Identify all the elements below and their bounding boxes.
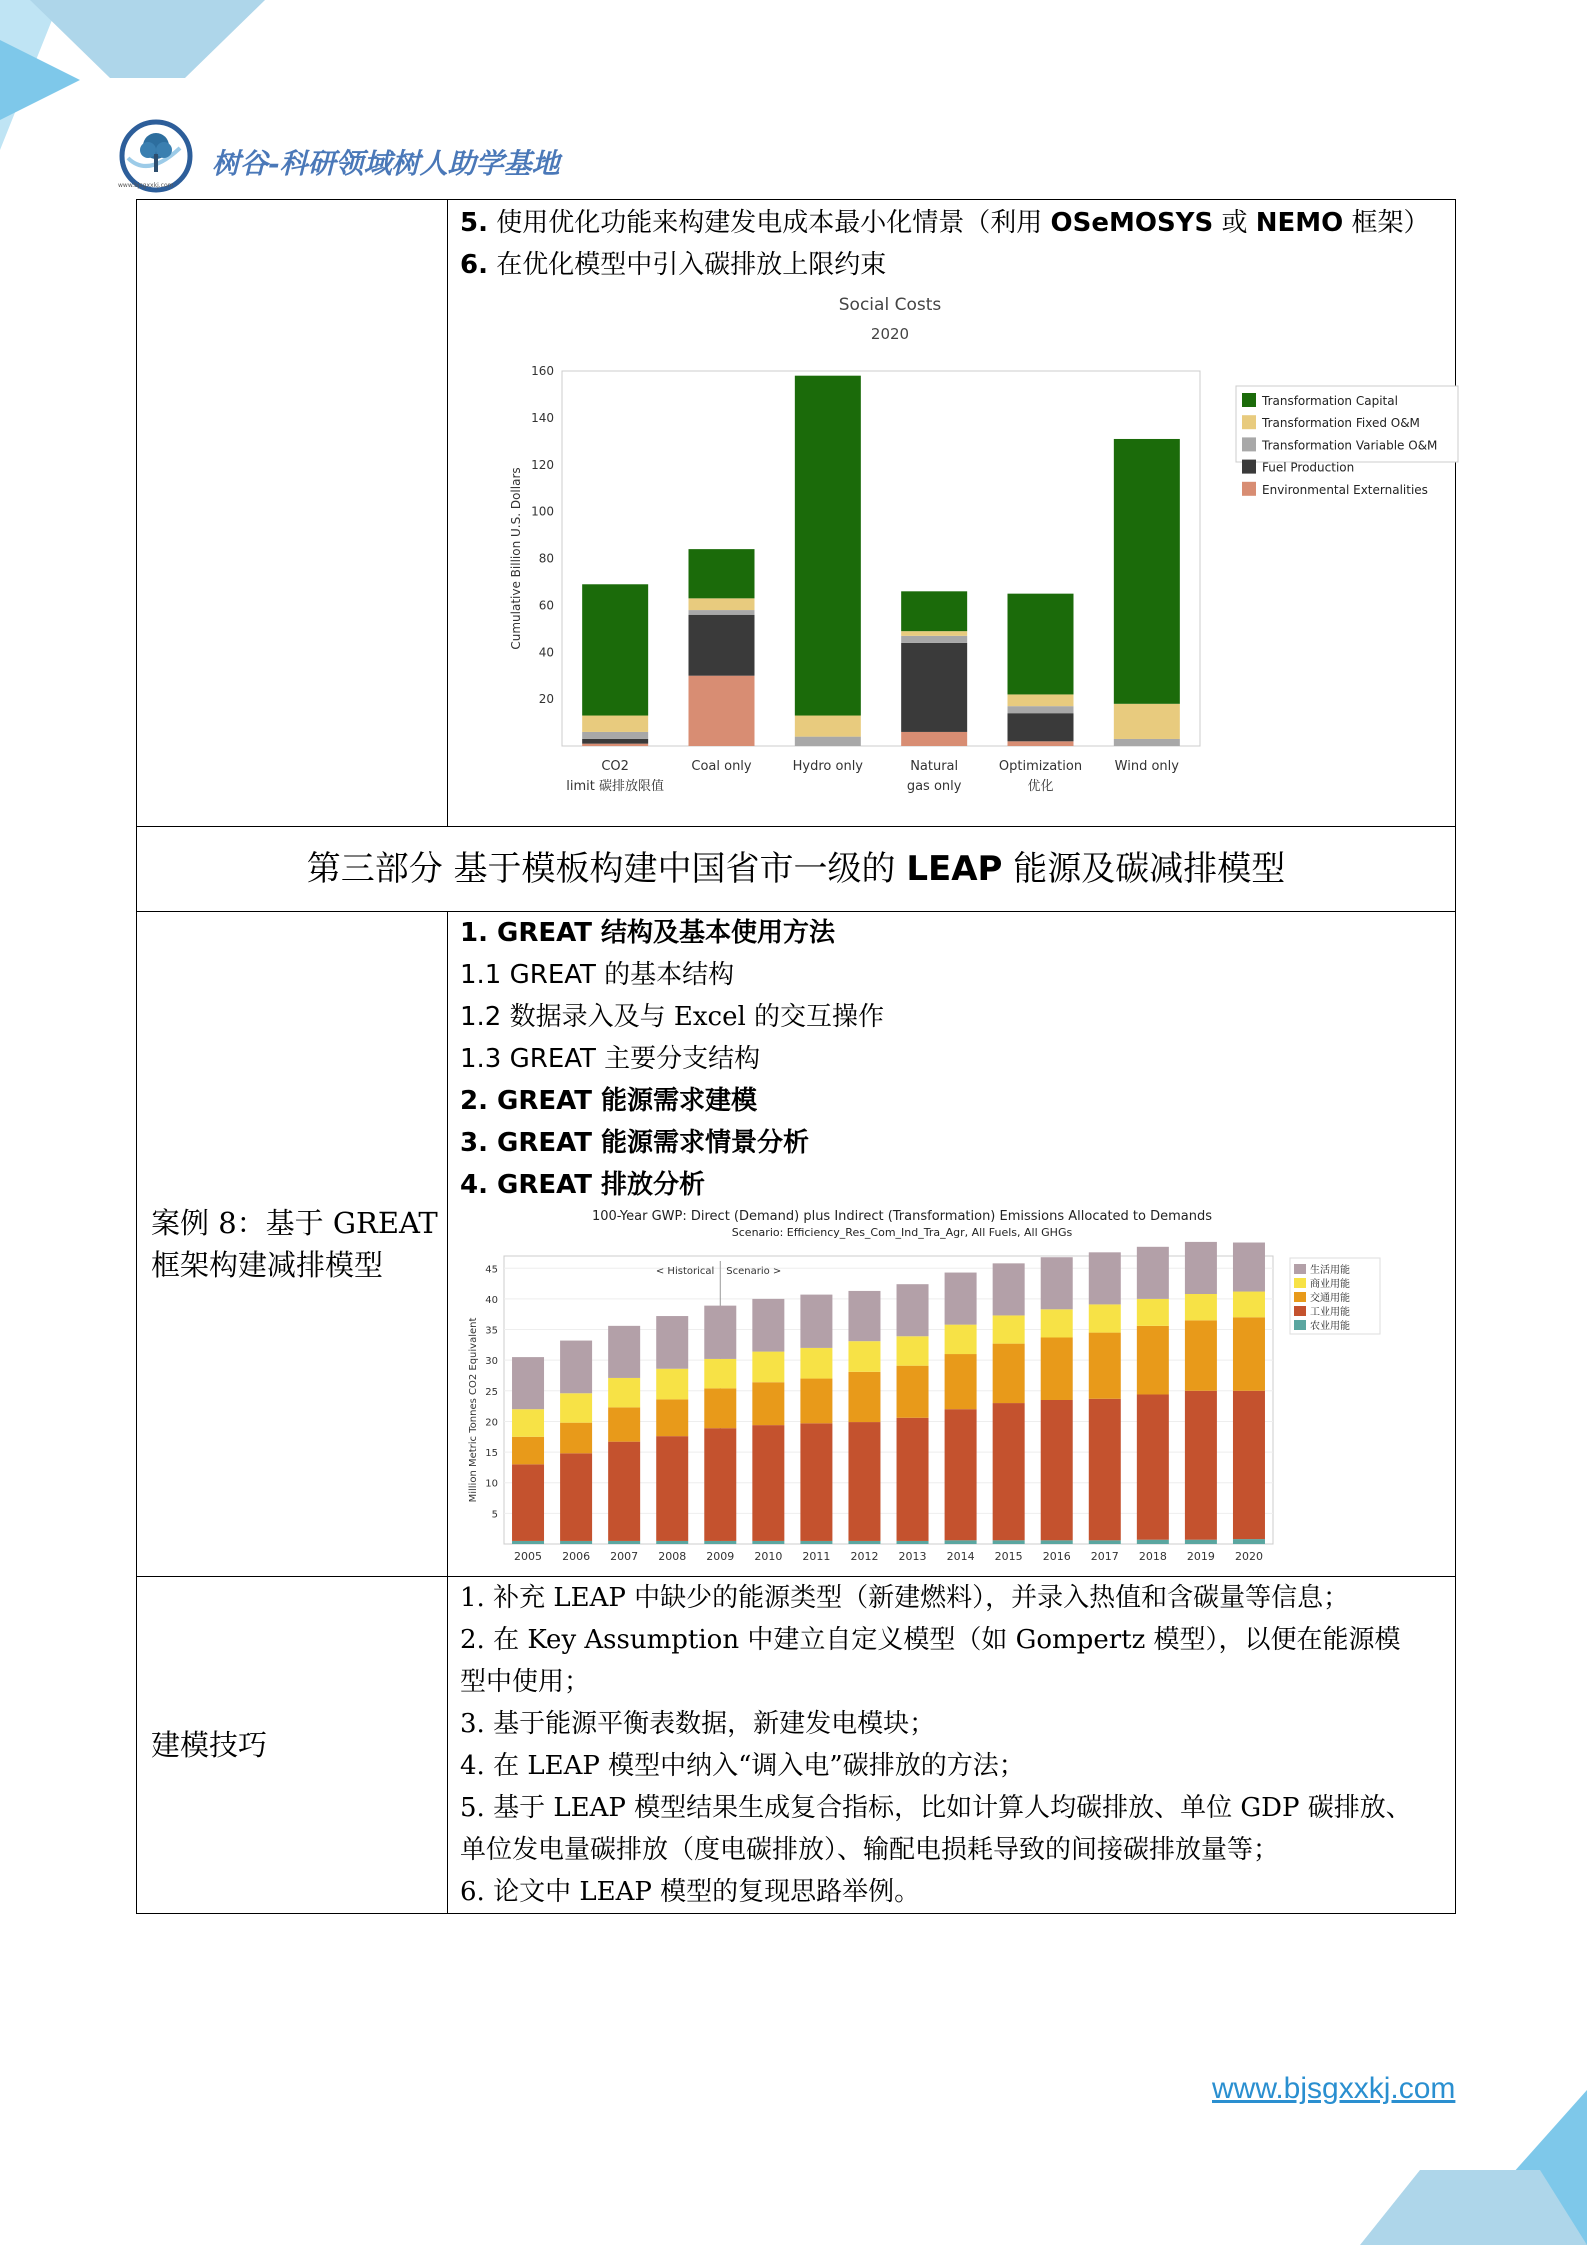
chart-subtitle: Scenario: Efficiency_Res_Com_Ind_Tra_Agr, All Fuels, All GHGs — [731, 1226, 1073, 1239]
bar-segment — [704, 1306, 736, 1359]
bar-segment — [800, 1423, 832, 1541]
case8-item: 1. GREAT 结构及基本使用方法 — [460, 918, 836, 948]
bar-segment — [848, 1291, 880, 1341]
x-tick-label: Optimization — [998, 759, 1083, 774]
bar-segment — [897, 1541, 929, 1544]
bar-segment — [1137, 1326, 1169, 1395]
bar-segment — [689, 676, 755, 746]
case8-item: 1.2 数据录入及与 Excel 的交互操作 — [460, 1002, 885, 1032]
x-tick-label: 2007 — [610, 1550, 639, 1563]
bar-segment — [752, 1352, 784, 1383]
bar-segment — [512, 1541, 544, 1544]
bar-segment — [800, 1379, 832, 1424]
bar-segment — [1114, 739, 1180, 746]
legend-label: 工业用能 — [1310, 1307, 1350, 1318]
bar-segment — [1233, 1292, 1265, 1318]
bar-segment — [945, 1354, 977, 1409]
bar-segment — [560, 1541, 592, 1544]
case8-item: 3. GREAT 能源需求情景分析 — [460, 1128, 810, 1158]
case8-content — [448, 912, 1456, 1577]
legend-label: Environmental Externalities — [1262, 482, 1428, 497]
x-tick-label: 2017 — [1090, 1550, 1119, 1563]
y-tick-label: 35 — [485, 1325, 498, 1337]
bar-segment — [704, 1428, 736, 1541]
bar-segment — [1233, 1317, 1265, 1391]
bar-segment — [704, 1541, 736, 1544]
bar-segment — [901, 732, 967, 746]
y-tick-label: 40 — [485, 1294, 498, 1306]
x-tick-label: 2008 — [658, 1550, 687, 1563]
y-tick-label: 20 — [538, 692, 554, 707]
logo-url: www.bjsgxxkj.com — [118, 182, 174, 189]
legend-label: Transformation Capital — [1262, 394, 1398, 408]
bar-segment — [1041, 1257, 1073, 1309]
case8-label: 案例 8：基于 GREAT 框架构建减排模型 — [137, 912, 448, 1577]
bar-segment — [897, 1366, 929, 1418]
bar-segment — [993, 1540, 1025, 1544]
bar-segment — [704, 1359, 736, 1388]
case8-item: 2. GREAT 能源需求建模 — [460, 1086, 758, 1116]
bar-segment — [608, 1378, 640, 1407]
bar-segment — [1137, 1299, 1169, 1326]
bar-segment — [704, 1388, 736, 1428]
bar-segment — [1008, 694, 1074, 706]
list-item: 6. 在优化模型中引入碳排放上限约束 — [460, 250, 887, 280]
bar-segment — [1041, 1540, 1073, 1544]
x-tick-label: 2013 — [898, 1550, 927, 1563]
y-axis-label: Cumulative Billion U.S. Dollars — [509, 467, 523, 650]
x-tick-label: 2011 — [802, 1550, 831, 1563]
legend-swatch — [1242, 460, 1256, 474]
bar-segment — [901, 636, 967, 643]
bar-segment — [582, 744, 648, 746]
case8-item: 1.1 GREAT 的基本结构 — [460, 960, 735, 990]
bar-segment — [560, 1341, 592, 1394]
bar-segment — [689, 549, 755, 598]
bar-segment — [1041, 1309, 1073, 1337]
bar-segment — [848, 1422, 880, 1541]
legend-swatch — [1294, 1320, 1306, 1330]
legend-swatch — [1294, 1278, 1306, 1288]
tips-content — [448, 1577, 1456, 1914]
bar-segment — [1089, 1333, 1121, 1399]
tips-label: 建模技巧 — [137, 1577, 448, 1914]
bar-segment — [582, 584, 648, 715]
bar-segment — [993, 1403, 1025, 1540]
bar-segment — [560, 1423, 592, 1454]
x-tick-label: 2020 — [1234, 1550, 1263, 1563]
bar-segment — [752, 1541, 784, 1544]
x-tick-label: 2012 — [850, 1550, 879, 1563]
bar-segment — [1185, 1391, 1217, 1540]
bar-segment — [897, 1284, 929, 1336]
x-tick-label: Coal only — [691, 759, 752, 774]
bar-segment — [1008, 741, 1074, 746]
y-axis-label: Million Metric Tonnes CO2 Equivalent — [468, 1317, 479, 1503]
tips-item: 5. 基于 LEAP 模型结果生成复合指标，比如计算人均碳排放、单位 GDP 碳排放、 — [460, 1793, 1412, 1823]
bar-segment — [945, 1540, 977, 1544]
legend-swatch — [1242, 393, 1256, 407]
chart-title: Social Costs — [838, 295, 942, 315]
bar-segment — [1089, 1540, 1121, 1544]
bar-segment — [656, 1369, 688, 1400]
bar-segment — [800, 1541, 832, 1544]
legend-label: 生活用能 — [1310, 1265, 1350, 1276]
x-tick-label: 优化 — [1027, 779, 1054, 794]
tips-item: 2. 在 Key Assumption 中建立自定义模型（如 Gompertz 模型），以便在能源模 — [460, 1625, 1401, 1655]
x-tick-label: gas only — [906, 779, 962, 794]
x-tick-label: 2016 — [1042, 1550, 1071, 1563]
bar-segment — [901, 643, 967, 732]
bar-segment — [945, 1409, 977, 1540]
bar-segment — [1233, 1243, 1265, 1292]
bar-segment — [512, 1437, 544, 1465]
bar-segment — [752, 1425, 784, 1541]
bar-segment — [1137, 1540, 1169, 1544]
bar-segment — [1114, 704, 1180, 739]
legend-swatch — [1294, 1292, 1306, 1302]
legend-label: Transformation Variable O&M — [1262, 438, 1438, 453]
bar-segment — [608, 1326, 640, 1378]
tips-item: 3. 基于能源平衡表数据，新建发电模块； — [460, 1709, 936, 1739]
bar-segment — [848, 1372, 880, 1422]
bar-segment — [1185, 1242, 1217, 1294]
x-tick-label: 2019 — [1186, 1550, 1215, 1563]
empty-label-cell — [137, 200, 448, 827]
y-tick-label: 60 — [538, 598, 554, 613]
tips-item: 型中使用； — [460, 1667, 591, 1697]
list-item: 5. 使用优化功能来构建发电成本最小化情景（利用 OSeMOSYS 或 NEMO 框架） — [460, 208, 1430, 238]
tips-item: 1. 补充 LEAP 中缺少的能源类型（新建燃料），并录入热值和含碳量等信息； — [460, 1583, 1350, 1613]
bar-segment — [993, 1263, 1025, 1315]
y-tick-label: 30 — [485, 1356, 498, 1368]
legend-label: 农业用能 — [1310, 1321, 1350, 1332]
case8-item: 1.3 GREAT 主要分支结构 — [460, 1044, 761, 1074]
legend-label: Transformation Fixed O&M — [1262, 416, 1420, 431]
legend-swatch — [1294, 1306, 1306, 1316]
bar-segment — [1185, 1294, 1217, 1320]
legend-swatch — [1242, 415, 1256, 429]
bar-segment — [1008, 713, 1074, 741]
bar-segment — [608, 1407, 640, 1441]
bar-segment — [800, 1295, 832, 1348]
legend-swatch — [1294, 1264, 1306, 1274]
annotation-scenario: Scenario > — [726, 1266, 782, 1277]
bar-segment — [1041, 1400, 1073, 1540]
bar-segment — [1008, 706, 1074, 713]
social-costs-chart — [460, 286, 1460, 826]
tips-item: 单位发电量碳排放（度电碳排放）、输配电损耗导致的间接碳排放量等； — [460, 1835, 1280, 1865]
y-tick-label: 15 — [485, 1448, 498, 1460]
x-tick-label: 2009 — [706, 1550, 735, 1563]
bar-segment — [1233, 1539, 1265, 1544]
y-tick-label: 45 — [485, 1264, 498, 1276]
bar-segment — [512, 1464, 544, 1541]
bar-segment — [689, 598, 755, 610]
bar-segment — [800, 1348, 832, 1379]
y-tick-label: 10 — [485, 1478, 498, 1490]
plot-area — [562, 371, 1200, 746]
legend-swatch — [1242, 437, 1256, 451]
y-tick-label: 25 — [485, 1386, 498, 1398]
y-tick-label: 100 — [531, 504, 554, 519]
bar-segment — [795, 737, 861, 746]
section-title: 第三部分 基于模板构建中国省市一级的 LEAP 能源及碳减排模型 — [137, 827, 1456, 912]
x-tick-label: 2015 — [994, 1550, 1023, 1563]
bar-segment — [608, 1541, 640, 1544]
bar-segment — [582, 732, 648, 739]
bar-segment — [901, 631, 967, 636]
bar-segment — [512, 1357, 544, 1409]
bar-segment — [752, 1382, 784, 1425]
bar-segment — [993, 1315, 1025, 1343]
course-table — [136, 199, 1456, 1914]
footer-url-link[interactable]: www.bjsgxxkj.com — [1212, 2072, 1456, 2105]
y-tick-label: 40 — [538, 645, 554, 660]
bottom-right-decoration — [1320, 2090, 1587, 2245]
emissions-chart — [460, 1206, 1460, 1566]
bar-segment — [512, 1409, 544, 1437]
bar-segment — [1137, 1247, 1169, 1299]
bar-segment — [945, 1273, 977, 1325]
x-tick-label: 2010 — [754, 1550, 783, 1563]
bar-segment — [1008, 594, 1074, 695]
bar-segment — [1089, 1304, 1121, 1332]
bar-segment — [1137, 1394, 1169, 1539]
y-tick-label: 120 — [531, 457, 554, 472]
x-tick-label: limit 碳排放限值 — [566, 779, 665, 794]
x-tick-label: 2006 — [562, 1550, 591, 1563]
bar-segment — [848, 1541, 880, 1544]
bar-segment — [901, 591, 967, 631]
bar-segment — [560, 1453, 592, 1541]
x-tick-label: Hydro only — [792, 759, 864, 774]
bar-segment — [752, 1299, 784, 1352]
x-tick-label: CO2 — [601, 759, 629, 774]
tips-list — [460, 1577, 1441, 1913]
legend-label: 商业用能 — [1310, 1279, 1350, 1290]
case8-row — [137, 912, 1456, 1577]
section-row — [137, 827, 1456, 912]
bar-segment — [656, 1436, 688, 1541]
bar-segment — [656, 1399, 688, 1436]
bar-segment — [795, 716, 861, 737]
bar-segment — [1114, 439, 1180, 704]
legend-label: 交通用能 — [1310, 1293, 1350, 1304]
y-tick-label: 80 — [538, 551, 554, 566]
bar-segment — [945, 1325, 977, 1354]
tips-row — [137, 1577, 1456, 1914]
chart-title: 100-Year GWP: Direct (Demand) plus Indirect (Transformation) Emissions Allocated to Demands — [591, 1209, 1213, 1224]
bar-segment — [560, 1393, 592, 1422]
x-tick-label: Wind only — [1114, 759, 1179, 774]
bar-segment — [582, 739, 648, 744]
bar-segment — [1041, 1337, 1073, 1400]
bar-segment — [1185, 1540, 1217, 1544]
bar-segment — [993, 1344, 1025, 1403]
y-tick-label: 5 — [491, 1509, 498, 1521]
x-tick-label: 2014 — [946, 1550, 975, 1563]
legend-label: Fuel Production — [1262, 460, 1355, 475]
case8-item: 4. GREAT 排放分析 — [460, 1170, 706, 1200]
bar-segment — [897, 1418, 929, 1541]
bar-segment — [1089, 1252, 1121, 1304]
bar-segment — [608, 1442, 640, 1541]
y-tick-label: 20 — [485, 1417, 498, 1429]
bar-segment — [1185, 1320, 1217, 1390]
x-tick-label: 2005 — [514, 1550, 543, 1563]
tips-item: 6. 论文中 LEAP 模型的复现思路举例。 — [460, 1877, 921, 1907]
bar-segment — [582, 716, 648, 732]
bar-segment — [689, 615, 755, 676]
legend-swatch — [1242, 482, 1256, 496]
chart-subtitle: 2020 — [870, 325, 910, 343]
optimization-row — [137, 200, 1456, 827]
optimization-content — [448, 200, 1456, 827]
x-tick-label: 2018 — [1138, 1550, 1167, 1563]
bar-segment — [848, 1341, 880, 1372]
bar-segment — [1089, 1399, 1121, 1541]
bar-segment — [795, 376, 861, 716]
bar-segment — [656, 1541, 688, 1544]
y-tick-label: 160 — [531, 364, 554, 378]
bar-segment — [689, 610, 755, 615]
bar-segment — [656, 1316, 688, 1369]
y-tick-label: 140 — [531, 410, 554, 425]
logo-text: 树谷-科研领域树人助学基地 — [212, 147, 560, 180]
bar-segment — [897, 1336, 929, 1365]
header-logo — [110, 118, 590, 196]
tips-item: 4. 在 LEAP 模型中纳入“调入电”碳排放的方法； — [460, 1751, 1025, 1781]
annotation-historical: < Historical — [655, 1266, 715, 1277]
x-tick-label: Natural — [910, 759, 959, 774]
bar-segment — [1233, 1391, 1265, 1539]
case8-list — [460, 912, 1441, 1206]
